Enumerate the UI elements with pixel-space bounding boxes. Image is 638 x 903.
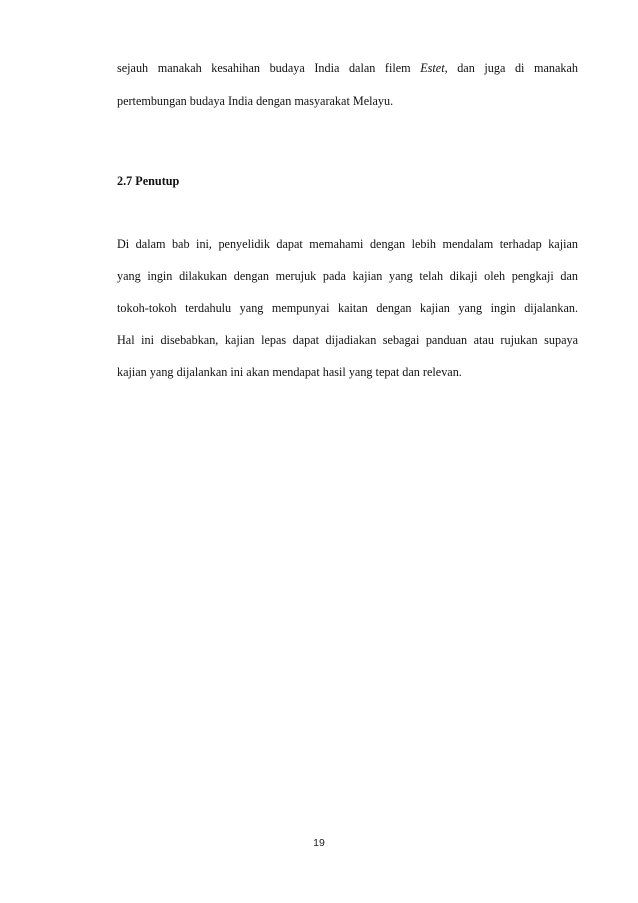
paragraph1-line1-before: sejauh manakah kesahihan budaya India dalan filem xyxy=(117,61,421,75)
paragraph2-line4: Hal ini disebabkan, kajian lepas dapat dijadiakan sebagai panduan atau rujukan supaya xyxy=(117,333,578,347)
paragraph1-line1-after: , dan juga di manakah xyxy=(444,61,578,75)
paragraph2-line3: tokoh-tokoh terdahulu yang mempunyai kaitan dengan kajian yang ingin dijalankan. xyxy=(117,301,578,315)
section-heading: 2.7 Penutup xyxy=(117,174,180,188)
paragraph2-line2: yang ingin dilakukan dengan merujuk pada kajian yang telah dikaji oleh pengkaji dan xyxy=(117,269,578,283)
film-title-italic: Estet xyxy=(420,61,445,75)
paragraph2-line1: Di dalam bab ini, penyelidik dapat memahami dengan lebih mendalam terhadap kajian xyxy=(117,237,578,251)
paragraph1-line2: pertembungan budaya India dengan masyarakat Melayu. xyxy=(117,94,394,108)
paragraph2-line5: kajian yang dijalankan ini akan mendapat hasil yang tepat dan relevan. xyxy=(117,365,462,379)
page-number: 19 xyxy=(313,837,325,849)
paragraph1-line1 xyxy=(117,60,578,76)
